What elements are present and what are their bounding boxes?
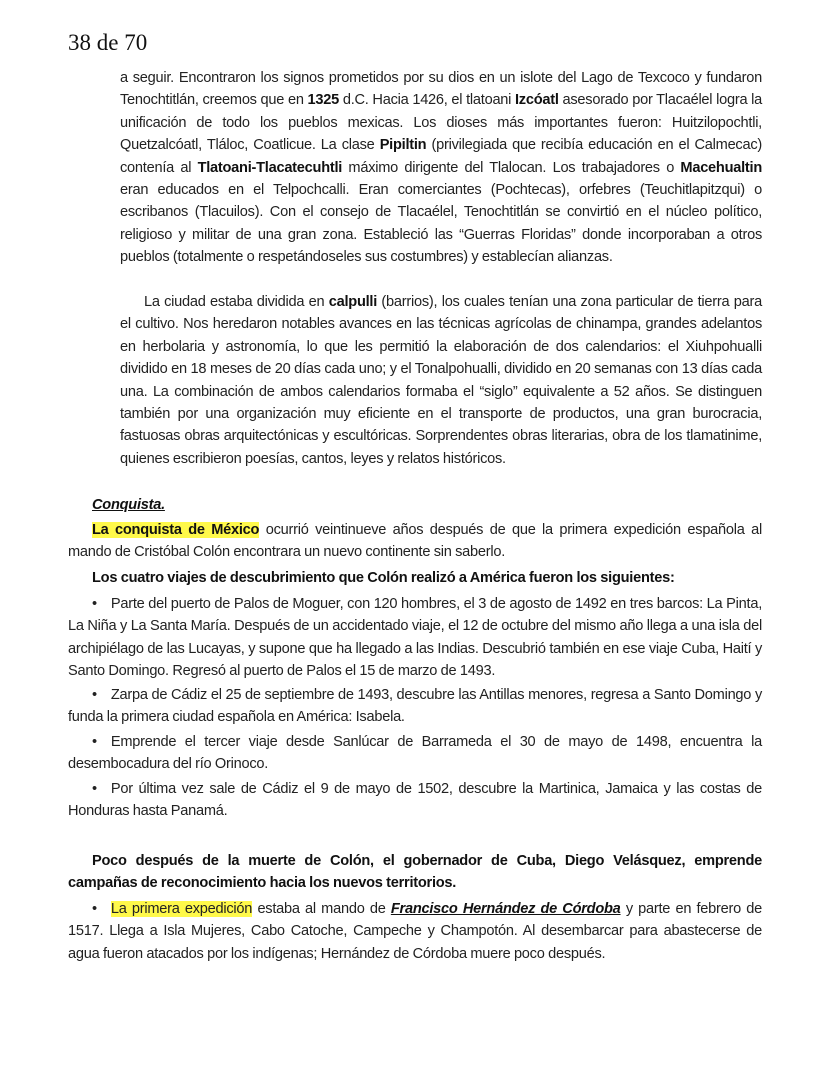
paragraph-conquista-intro: [68, 519, 762, 564]
bold-text: Los cuatro viajes de descubrimiento que Colón realizó a América fueron los siguientes:: [92, 570, 675, 586]
text-run: (barrios), los cuales tenían una zona particular de tierra para el cultivo. Nos heredaron notables avances en las técnicas agrícolas de chinampa, grandes adelantos en herbolaria y astronomía, lo que les permitió la elaboración de dos calendarios: el Xiuhpohualli dividido en 18 meses de 20 días cada uno; y el Tonalpohualli, dividido en 20 semanas con 13 días cada una. La combinación de ambos calendarios formaba el “siglo” equivalente a 52 años. Se distinguen también por una organización muy eficiente en el transporte de productos, una gran burocracia, fastuosas obras arquitectónicas y escultóricas. Sorprendentes obras literarias, obra de los tlamatinime, quienes escribieron poesías, cantos, leyes y relatos históricos.: [120, 294, 762, 467]
text-run: La ciudad estaba dividida en: [144, 294, 329, 310]
text-run: d.C. Hacia 1426, el tlatoani: [339, 92, 515, 109]
bold-text: Macehualtin: [680, 159, 763, 176]
highlighted-text: La conquista de México: [92, 522, 260, 538]
text-run: ocurrió veintinueve años después de que la primera expedición española al mando de Cristóbal Colón encontrara un nuevo continente sin saberlo.: [68, 522, 762, 561]
text-run: Zarpa de Cádiz el 25 de septiembre de 1493, descubre las Antillas menores, regresa a Santo Domingo y funda la primera ciudad española en América: Isabela.: [68, 687, 762, 726]
text-run: y parte en febrero de 1517. Llega a Isla Mujeres, Cabo Catoche, Campeche y Champotón. Al desembarcar para abastecerse de agua fueron atacados por los indígenas; Hernández de Córdoba muere poco después.: [68, 901, 762, 962]
bold-text: calpulli: [328, 294, 378, 310]
bold-text: Izcóatl: [515, 92, 559, 109]
bold-text: Poco después de la muerte de Colón, el gobernador de Cuba, Diego Velásquez, emprende campañas de reconocimiento hacia los nuevos territorios.: [68, 853, 762, 892]
paragraph-velazquez: [68, 850, 762, 895]
section-heading-conquista: [92, 494, 762, 516]
heading-cuatro-viajes: [92, 567, 772, 589]
list-item-viaje-1: [68, 593, 762, 683]
bold-text: Pipiltin: [379, 137, 427, 154]
bullet-icon: •: [92, 781, 97, 797]
text-run: Por última vez sale de Cádiz el 9 de mayo de 1502, descubre la Martinica, Jamaica y las costas de Honduras hasta Panamá.: [68, 781, 762, 820]
bullet-icon: •: [92, 734, 97, 750]
text-run: asesorado por Tlacaélel logra la unificación de todo los pueblos mexicas. Los dioses más importantes fueron: Huitzilopochtli, Quetzalcóatl, Tláloc, Coatlicue. La clase: [120, 92, 763, 154]
bullet-icon: •: [92, 901, 97, 917]
bold-text: Tlatoani-Tlacatecuhtli: [197, 159, 343, 176]
highlighted-text: La primera expedición: [110, 901, 253, 917]
list-item-viaje-3: [68, 731, 762, 776]
page-indicator: 38 de 70: [68, 30, 148, 55]
list-item-viaje-2: [68, 684, 762, 729]
bold-text: Francisco Hernández de Córdoba: [390, 901, 621, 917]
text-run: eran educados en el Telpochcalli. Eran comerciantes (Pochtecas), orfebres (Teuchitlapitzqui) o escribanos (Tlacuilos). Con el consejo de Tlacaélel, Tenochtitlán se convirtió en el núcleo político, religioso y militar de una gran zona. Estableció las “Guerras Floridas” donde incorporaban a otros pueblos (totalmente o respetándoseles sus costumbres) y establecían alianzas.: [120, 182, 762, 266]
list-item-viaje-4: [68, 778, 762, 823]
text-run: Parte del puerto de Palos de Moguer, con 120 hombres, el 3 de agosto de 1492 en tres barcos: La Pinta, La Niña y La Santa María. Después de un accidentado viaje, el 12 de octubre del mismo año llega a una isla del archipiélago de las Lucayas, y supone que ha llegado a las Indias. Descubrió también en ese viaje Cuba, Haití y Santo Domingo. Regresó al puerto de Palos el 15 de marzo de 1493.: [68, 596, 762, 680]
paragraph-calpulli: [120, 291, 762, 470]
text-run: a seguir. Encontraron los signos prometidos por su dios en un islote del Lago de Texcoco y fundaron Tenochtitlán, creemos que en: [120, 70, 762, 109]
bold-text: 1325: [307, 92, 340, 109]
bullet-icon: •: [92, 687, 97, 703]
list-item-primera-expedicion: [68, 898, 762, 965]
text-run: Emprende el tercer viaje desde Sanlúcar de Barrameda el 30 de mayo de 1498, encuentra la desembocadura del río Orinoco.: [68, 734, 762, 773]
text-run: máximo dirigente del Tlalocan. Los trabajadores o: [342, 159, 681, 176]
bold-text: Conquista.: [92, 497, 165, 513]
paragraph-aztec-history: [120, 67, 762, 269]
text-run: (privilegiada que recibía educación en el Calmecac) contenía al: [120, 137, 763, 176]
bullet-icon: •: [92, 596, 97, 612]
text-run: estaba al mando de: [252, 901, 391, 917]
